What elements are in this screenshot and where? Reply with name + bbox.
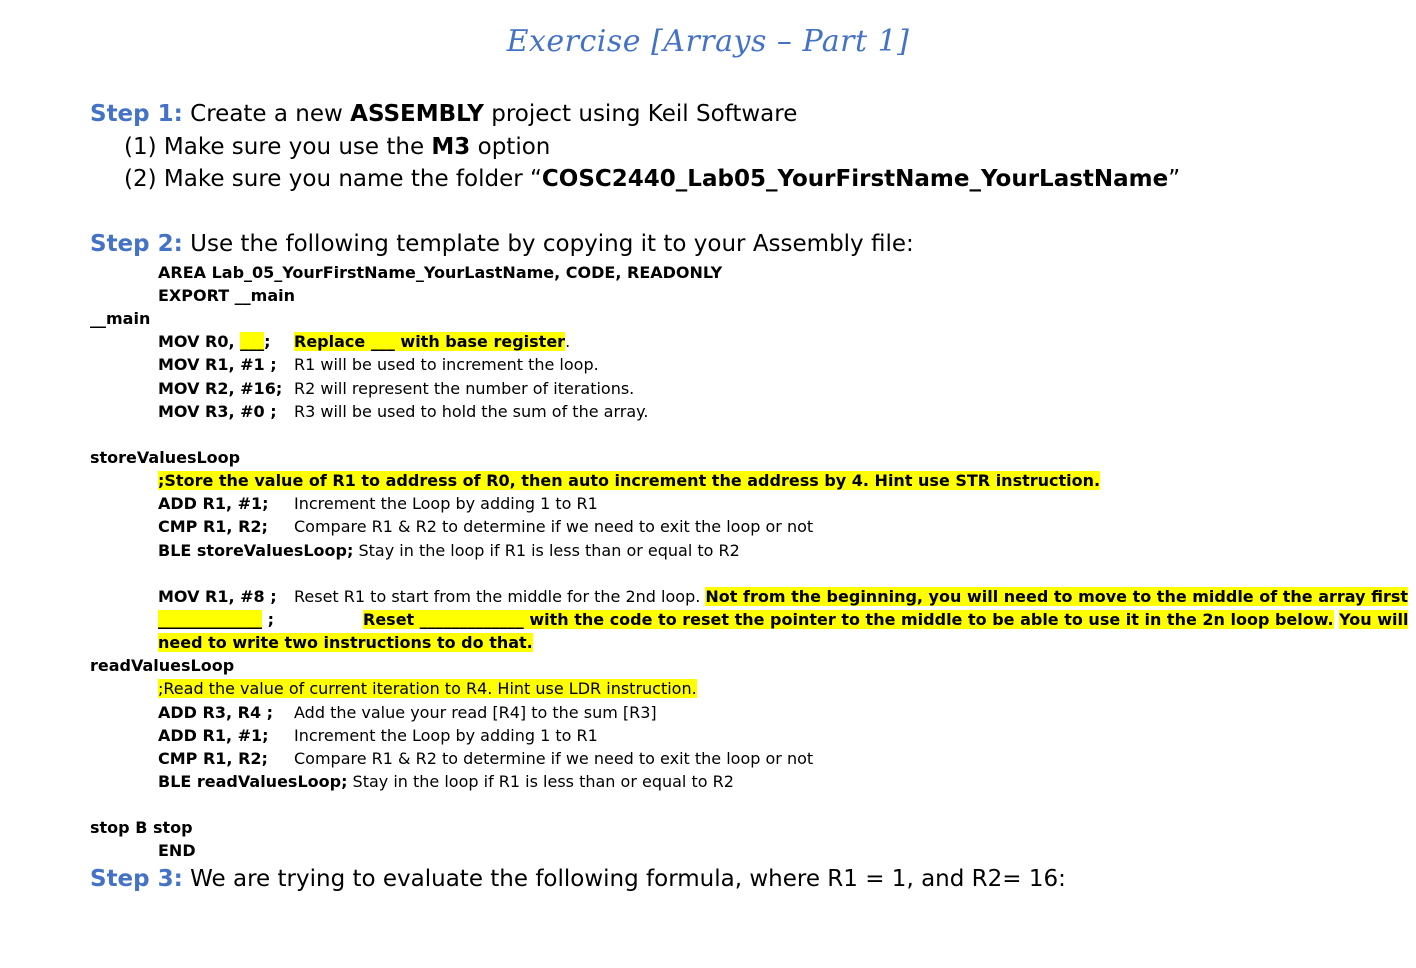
code-ble2 (158, 771, 734, 793)
code-store-label: storeValuesLoop (90, 448, 241, 467)
code-reset-blank: _____________ (158, 610, 262, 629)
code-reset-semi: ; (262, 610, 274, 629)
code-reset-hint3: need to write two instructions to do that. (158, 633, 533, 652)
code-read-hint-text: ;Read the value of current iteration to R4. Hint use LDR instruction. (158, 679, 697, 698)
code-read-hint (158, 678, 697, 700)
step1-item2-bold: COSC2440_Lab05_YourFirstName_YourLastName (541, 166, 1169, 192)
code-add34-comment: Add the value your read [R4] to the sum [R3] (294, 703, 657, 722)
code-cmp1-comment: Compare R1 & R2 to determine if we need to exit the loop or not (294, 517, 814, 536)
code-area-line: AREA Lab_05_YourFirstName_YourLastName, CODE, READONLY (158, 263, 723, 282)
code-store-hint-text: ;Store the value of R1 to address of R0, then auto increment the address by 4. Hint use STR instruction. (158, 471, 1101, 490)
step1-item-1 (124, 134, 550, 160)
code-reset-hint3-line (158, 632, 533, 654)
code-cmp2-comment: Compare R1 & R2 to determine if we need to exit the loop or not (294, 749, 814, 768)
code-mov-r0-blank: ___ (240, 332, 265, 351)
step1-item1-bold: M3 (431, 134, 471, 160)
step3-text: We are trying to evaluate the following formula, where R1 = 1, and R2= 16: (182, 866, 1066, 892)
step1-heading (90, 101, 797, 127)
code-reset-blank2: _____________ (419, 610, 524, 629)
code-mov-r1-comment: R1 will be used to increment the loop. (294, 355, 599, 374)
code-mov-r0-instr: MOV R0, (158, 332, 241, 351)
code-mov-r0-semi: ; (264, 332, 271, 351)
step2-heading (90, 231, 914, 257)
code-read-label: readValuesLoop (90, 656, 235, 675)
step1-text-post: project using Keil Software (483, 101, 798, 127)
code-add2-comment: Increment the Loop by adding 1 to R1 (294, 726, 598, 745)
code-add1-comment: Increment the Loop by adding 1 to R1 (294, 494, 598, 513)
code-mov-r3: MOV R3, #0 ; (158, 402, 277, 421)
code-store-hint (158, 470, 1100, 492)
code-reset-hint: with the code to reset the pointer to the middle to be able to use it in the 2n loop below. (529, 610, 1334, 629)
page-title: Exercise [Arrays – Part 1] (506, 24, 910, 59)
code-mov-r2-comment: R2 will represent the number of iterations. (294, 379, 635, 398)
code-mov-r2: MOV R2, #16; (158, 379, 283, 398)
code-export-line: EXPORT __main (158, 286, 296, 305)
code-mov-r1-8: MOV R1, #8 ; (158, 587, 277, 606)
code-mov-r0-comment-pre: Replace (294, 332, 366, 351)
code-cmp1: CMP R1, R2; (158, 517, 268, 536)
code-mov-r1-8-comment-text: Reset R1 to start from the middle for the 2nd loop. (294, 587, 701, 606)
step1-item1-pre: (1) Make sure you use the (124, 134, 432, 160)
code-mov-r1-8-hint: Not from the beginning, you will need to move to the middle of the array first (705, 587, 1409, 606)
code-mov-r3-comment: R3 will be used to hold the sum of the array. (294, 402, 649, 421)
code-mov-r1: MOV R1, #1 ; (158, 355, 277, 374)
code-reset-hint2: You will (1339, 610, 1409, 629)
code-mov-r0 (158, 331, 271, 353)
code-reset-word: Reset (363, 610, 415, 629)
code-ble2-instr: BLE readValuesLoop; (158, 772, 348, 791)
code-end: END (158, 841, 196, 860)
code-cmp2: CMP R1, R2; (158, 749, 268, 768)
step3-label: Step 3: (90, 866, 183, 892)
code-main-label: __main (90, 309, 151, 328)
step1-text: Create a new (182, 101, 351, 127)
code-stop: stop B stop (90, 818, 193, 837)
step1-label: Step 1: (90, 101, 183, 127)
step2-text: Use the following template by copying it to your Assembly file: (182, 231, 914, 257)
code-mov-r1-8-comment (294, 586, 1408, 608)
step1-text-bold: ASSEMBLY (350, 101, 484, 127)
code-mov-r0-comment-blank: ___ (370, 332, 395, 351)
step1-item-2 (124, 166, 1180, 192)
code-ble2-comment: Stay in the loop if R1 is less than or equal to R2 (347, 772, 734, 791)
code-add2: ADD R1, #1; (158, 726, 269, 745)
step3-heading (90, 866, 1066, 892)
step1-item2-post: ” (1168, 166, 1181, 192)
code-ble1 (158, 540, 740, 562)
code-add34: ADD R3, R4 ; (158, 703, 274, 722)
code-ble1-comment: Stay in the loop if R1 is less than or equal to R2 (353, 541, 740, 560)
code-mov-r0-comment-end: . (565, 332, 571, 351)
code-ble1-instr: BLE storeValuesLoop; (158, 541, 354, 560)
code-reset-line (158, 609, 274, 631)
code-reset-comment (363, 609, 1408, 631)
step2-label: Step 2: (90, 231, 183, 257)
code-mov-r0-comment-post: with base register (400, 332, 566, 351)
code-mov-r0-comment (294, 331, 570, 353)
step1-item1-post: option (470, 134, 551, 160)
code-add1: ADD R1, #1; (158, 494, 269, 513)
step1-item2-pre: (2) Make sure you name the folder “ (124, 166, 542, 192)
